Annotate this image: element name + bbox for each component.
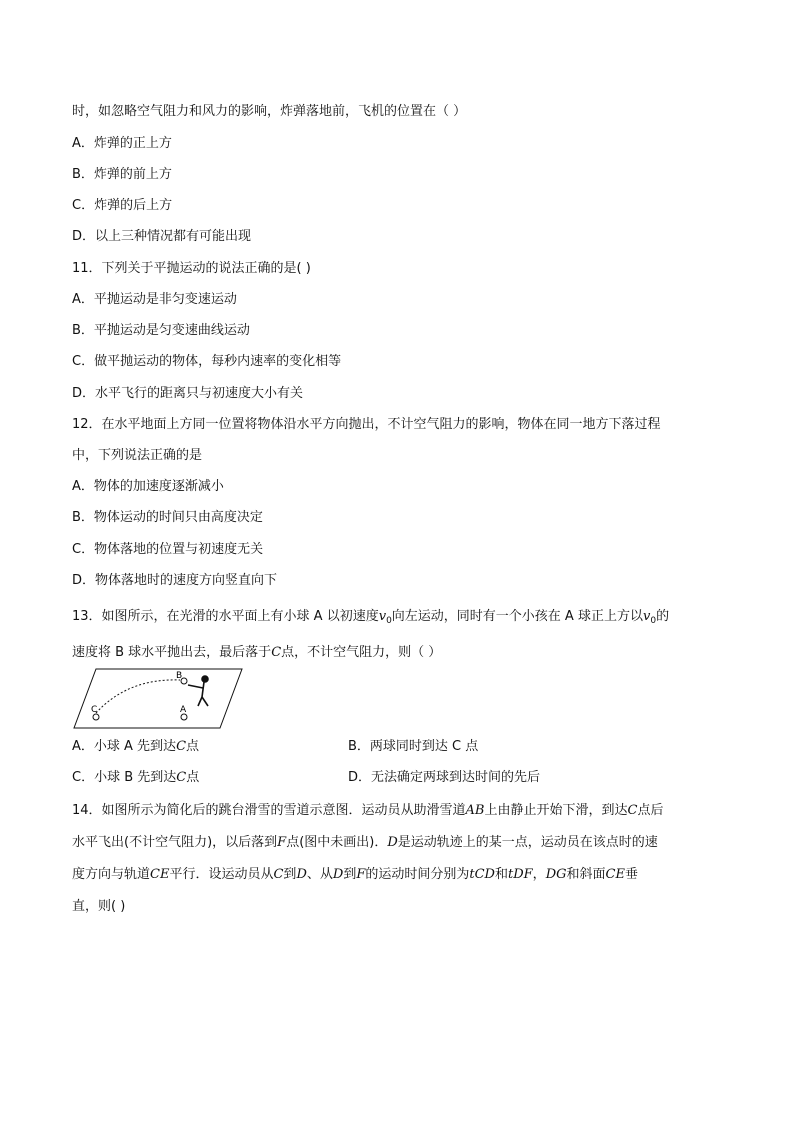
q11-option-b: B．平抛运动是匀变速曲线运动 [72, 323, 250, 338]
q12-option-b: B．物体运动的时间只由高度决定 [72, 510, 263, 525]
q13-stem-line-2: 速度将 B 球水平抛出去，最后落于C点，不计空气阻力，则（ ） [72, 645, 442, 660]
q12-stem-line-1: 12．在水平地面上方同一位置将物体沿水平方向抛出，不计空气阻力的影响，物体在同一地方下落过程 [72, 417, 661, 432]
line-1: 时，如忽略空气阻力和风力的影响，炸弹落地前，飞机的位置在（ ） [72, 104, 467, 119]
q12-option-a: A．物体的加速度逐渐减小 [72, 479, 224, 494]
trajectory-curve [96, 680, 180, 713]
q12-stem-line-2: 中，下列说法正确的是 [72, 448, 203, 463]
q14-stem-line-3: 度方向与轨道CE平行．设运动员从C到D、从D到F的运动时间分别为tCD和tDF，DG和斜面CE垂 [72, 867, 638, 882]
q13-stem-line-1: 13．如图所示，在光滑的水平面上有小球 A 以初速度$v_0$向左运动，同时有一个小孩在 A 球正上方以$v_0$的 [72, 609, 670, 626]
q13-option-c: C．小球 B 先到达C点 [72, 770, 200, 785]
q14-stem-line-1: 14．如图所示为简化后的跳台滑雪的雪道示意图．运动员从助滑雪道AB上由静止开始下滑，到达C点后 [72, 803, 664, 818]
q10-option-c: C．炸弹的后上方 [72, 198, 173, 213]
q11-stem: 11．下列关于平抛运动的说法正确的是( ) [72, 261, 311, 276]
q12-option-c: C．物体落地的位置与初速度无关 [72, 542, 264, 557]
q11-option-d: D．水平飞行的距离只与初速度大小有关 [72, 386, 304, 401]
q14-stem-line-2: 水平飞出(不计空气阻力)，以后落到F点(图中未画出)．D是运动轨迹上的某一点，运动员在该点时的速 [72, 835, 658, 850]
label-c: C [91, 705, 98, 715]
q13-option-b: B．两球同时到达 C 点 [348, 739, 479, 754]
q14-stem-line-4: 直，则( ) [72, 899, 126, 914]
q10-option-a: A．炸弹的正上方 [72, 136, 172, 151]
q13-figure [72, 666, 244, 732]
q11-option-a: A．平抛运动是非匀变速运动 [72, 292, 237, 307]
q13-option-d: D．无法确定两球到达时间的先后 [348, 770, 541, 785]
ground-plane [74, 669, 242, 728]
q11-option-c: C．做平抛运动的物体，每秒内速率的变化相等 [72, 354, 342, 369]
q12-option-d: D．物体落地时的速度方向竖直向下 [72, 573, 278, 588]
label-b: B [176, 671, 183, 681]
label-a: A [180, 705, 187, 715]
q13-option-a: A．小球 A 先到达C点 [72, 739, 200, 754]
q10-option-d: D．以上三种情况都有可能出现 [72, 229, 252, 244]
q10-option-b: B．炸弹的前上方 [72, 167, 172, 182]
child-figure [188, 676, 208, 706]
